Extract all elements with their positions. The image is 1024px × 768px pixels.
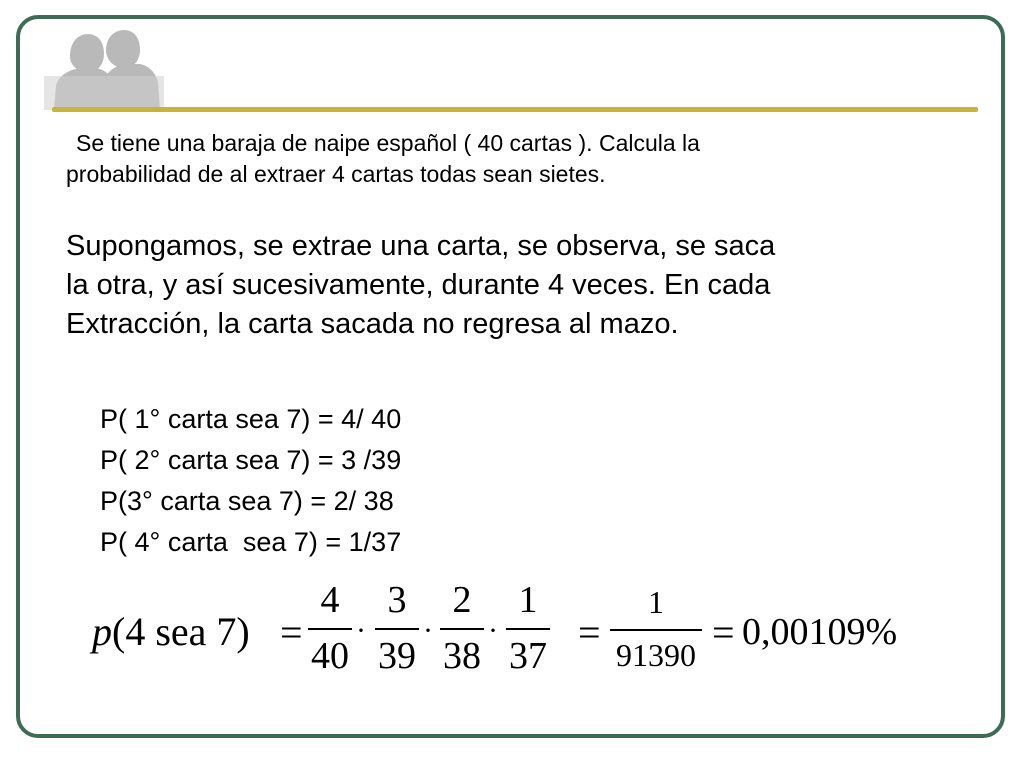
equals-sign: = [578, 610, 601, 655]
fraction-3 [440, 578, 484, 678]
probability-formula [90, 578, 990, 688]
fraction-bar [440, 628, 484, 630]
fraction-2 [375, 578, 419, 678]
fraction-numerator: 3 [387, 579, 407, 621]
explanation-line-2: la otra, y así sucesivamente, durante 4 veces. En cada [66, 269, 771, 301]
problem-line-2: probabilidad de al extraer 4 cartas todas sean sietes. [66, 161, 606, 187]
multiply-dot: · [488, 614, 498, 647]
fraction-numerator: 1 [648, 584, 664, 620]
fraction-bar [308, 628, 352, 630]
fraction-numerator: 4 [320, 579, 340, 621]
probability-list [100, 399, 700, 563]
fraction-bar [610, 629, 702, 631]
probability-item: P( 4° carta sea 7) = 1/37 [100, 527, 402, 557]
business-people-silhouette-icon [42, 20, 182, 110]
formula-p: p [92, 609, 112, 654]
fraction-bar [506, 628, 550, 630]
probability-item: P( 1° carta sea 7) = 4/ 40 [100, 404, 402, 434]
formula-argument: (4 sea 7) [112, 609, 250, 654]
fraction-bar [375, 628, 419, 630]
result-fraction [610, 584, 702, 674]
probability-item: P( 2° carta sea 7) = 3 /39 [100, 445, 402, 475]
probability-item: P(3° carta sea 7) = 2/ 38 [100, 486, 394, 516]
fraction-denominator: 38 [443, 635, 481, 677]
explanation-line-3: Extracción, la carta sacada no regresa al mazo. [66, 308, 679, 340]
multiply-dot: · [356, 614, 366, 647]
formula-lhs [92, 608, 250, 655]
problem-statement [66, 128, 906, 190]
problem-line-1: Se tiene una baraja de naipe español ( 40 cartas ). Calcula la [76, 130, 700, 156]
result-value: 0,00109% [742, 611, 898, 653]
fraction-numerator: 2 [452, 579, 472, 621]
header-rule [52, 107, 978, 112]
explanation-paragraph [66, 227, 946, 344]
equals-sign: = [712, 610, 735, 655]
fraction-denominator: 40 [311, 635, 349, 677]
fraction-4 [506, 578, 550, 678]
explanation-line-1: Supongamos, se extrae una carta, se observa, se saca [66, 230, 776, 262]
multiply-dot: · [423, 614, 433, 647]
fraction-denominator: 91390 [616, 637, 696, 673]
fraction-denominator: 37 [509, 635, 547, 677]
fraction-numerator: 1 [518, 579, 538, 621]
equals-sign: = [280, 610, 303, 655]
fraction-denominator: 39 [378, 635, 416, 677]
fraction-1 [308, 578, 352, 678]
